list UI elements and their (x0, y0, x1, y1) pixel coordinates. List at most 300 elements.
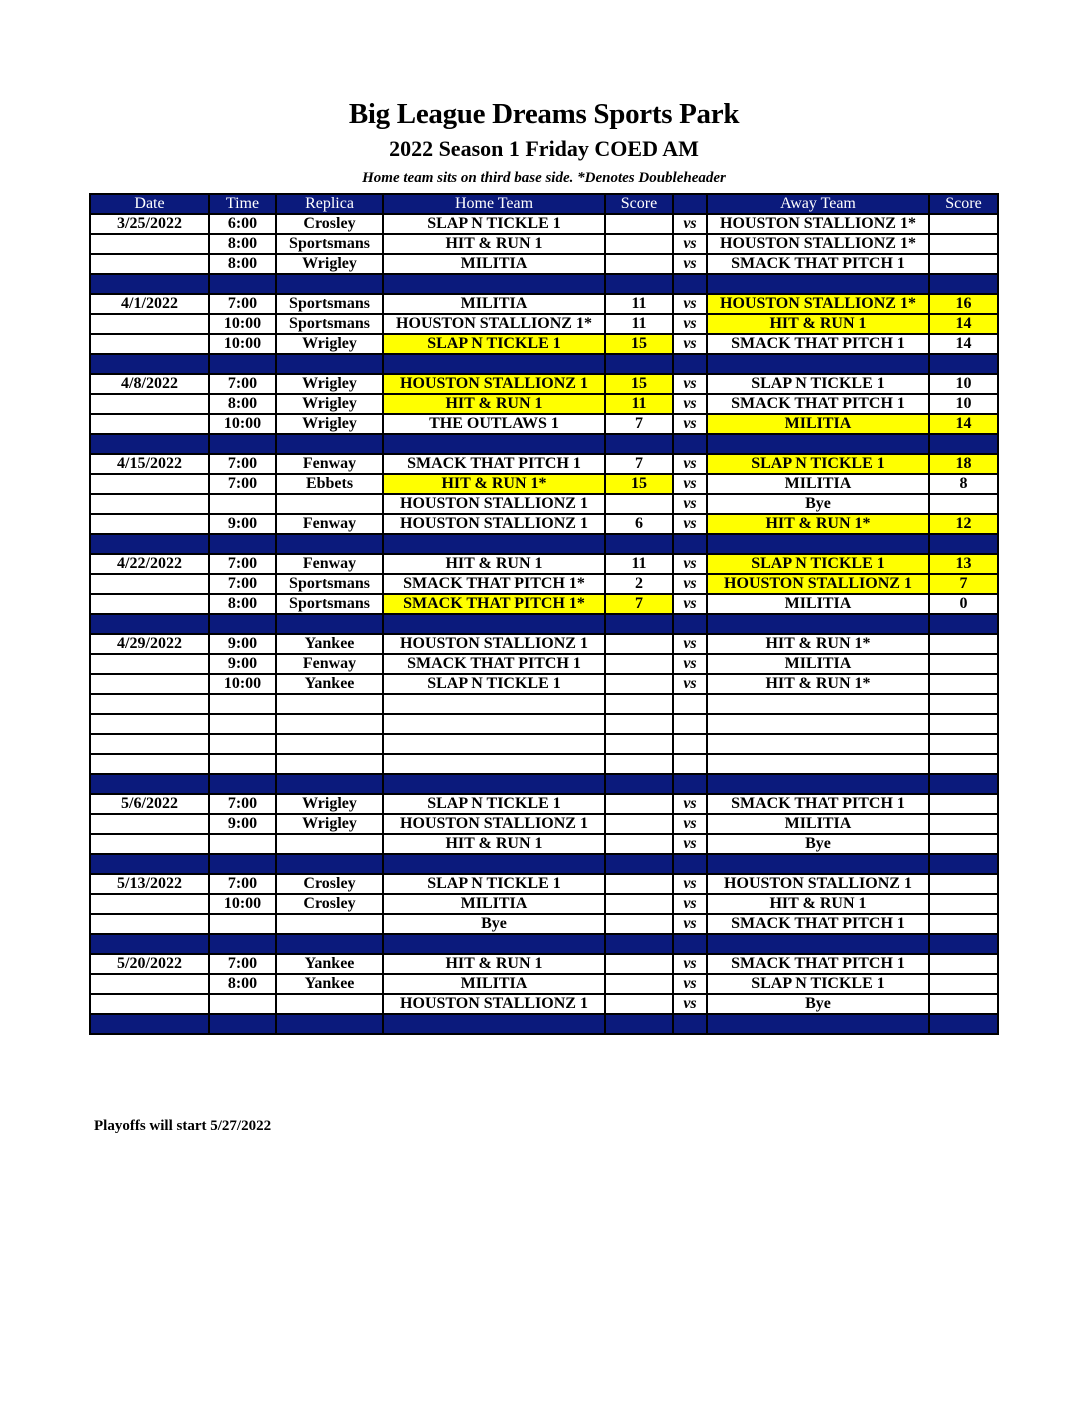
date-cell (90, 914, 209, 934)
vs-cell (673, 714, 707, 734)
vs-cell (673, 434, 707, 454)
table-row (90, 954, 998, 974)
home-team-cell (383, 534, 605, 554)
vs-cell: vs (673, 474, 707, 494)
time-cell (209, 734, 276, 754)
away-score-cell: 14 (929, 414, 998, 434)
replica-cell (276, 774, 383, 794)
home-team-cell: SLAP N TICKLE 1 (383, 874, 605, 894)
away-score-cell (929, 874, 998, 894)
away-score-cell (929, 794, 998, 814)
home-team-cell: HIT & RUN 1 (383, 554, 605, 574)
away-team-cell: MILITIA (707, 814, 929, 834)
date-cell (90, 714, 209, 734)
time-cell: 7:00 (209, 574, 276, 594)
away-team-cell: SMACK THAT PITCH 1 (707, 394, 929, 414)
time-cell (209, 754, 276, 774)
home-score-cell: 7 (605, 594, 673, 614)
away-score-cell (929, 434, 998, 454)
schedule-body (90, 214, 998, 1034)
time-cell: 7:00 (209, 874, 276, 894)
time-cell (209, 1014, 276, 1034)
date-cell (90, 334, 209, 354)
home-score-cell (605, 254, 673, 274)
replica-cell (276, 754, 383, 774)
vs-cell (673, 754, 707, 774)
away-score-cell (929, 354, 998, 374)
date-cell (90, 974, 209, 994)
away-score-cell: 7 (929, 574, 998, 594)
date-cell: 4/22/2022 (90, 554, 209, 574)
home-score-cell (605, 794, 673, 814)
replica-cell (276, 994, 383, 1014)
time-cell: 7:00 (209, 954, 276, 974)
home-team-cell: Bye (383, 914, 605, 934)
home-team-cell: HOUSTON STALLIONZ 1 (383, 814, 605, 834)
week-separator-row (90, 934, 998, 954)
home-score-cell (605, 734, 673, 754)
home-score-cell: 15 (605, 474, 673, 494)
date-cell: 5/6/2022 (90, 794, 209, 814)
table-row (90, 894, 998, 914)
home-team-cell (383, 934, 605, 954)
time-cell (209, 614, 276, 634)
home-team-cell (383, 854, 605, 874)
away-score-cell (929, 734, 998, 754)
replica-cell (276, 854, 383, 874)
date-cell (90, 494, 209, 514)
table-row (90, 914, 998, 934)
time-cell: 10:00 (209, 894, 276, 914)
away-score-cell: 12 (929, 514, 998, 534)
table-row (90, 594, 998, 614)
away-team-cell (707, 714, 929, 734)
vs-cell (673, 734, 707, 754)
vs-cell (673, 854, 707, 874)
replica-cell (276, 834, 383, 854)
table-row (90, 494, 998, 514)
table-row (90, 974, 998, 994)
date-cell (90, 534, 209, 554)
date-cell (90, 594, 209, 614)
home-score-cell: 11 (605, 294, 673, 314)
vs-cell (673, 934, 707, 954)
header-home-score: Score (605, 194, 673, 214)
home-score-cell: 6 (605, 514, 673, 534)
replica-cell (276, 434, 383, 454)
vs-cell: vs (673, 674, 707, 694)
away-team-cell (707, 854, 929, 874)
time-cell: 9:00 (209, 654, 276, 674)
home-score-cell (605, 214, 673, 234)
table-row (90, 454, 998, 474)
time-cell: 10:00 (209, 414, 276, 434)
table-row (90, 334, 998, 354)
away-score-cell (929, 814, 998, 834)
home-score-cell (605, 834, 673, 854)
replica-cell: Crosley (276, 874, 383, 894)
date-cell (90, 394, 209, 414)
date-cell (90, 934, 209, 954)
away-score-cell (929, 714, 998, 734)
away-score-cell (929, 994, 998, 1014)
vs-cell: vs (673, 894, 707, 914)
date-cell: 4/1/2022 (90, 294, 209, 314)
table-row (90, 214, 998, 234)
home-score-cell (605, 914, 673, 934)
away-team-cell: SLAP N TICKLE 1 (707, 554, 929, 574)
week-separator-row (90, 274, 998, 294)
time-cell: 7:00 (209, 794, 276, 814)
away-team-cell: SMACK THAT PITCH 1 (707, 914, 929, 934)
week-separator-row (90, 354, 998, 374)
page-title: Big League Dreams Sports Park (348, 98, 740, 130)
table-row (90, 394, 998, 414)
time-cell: 8:00 (209, 234, 276, 254)
home-team-cell (383, 694, 605, 714)
time-cell: 10:00 (209, 674, 276, 694)
table-row (90, 374, 998, 394)
away-team-cell: SMACK THAT PITCH 1 (707, 954, 929, 974)
time-cell: 10:00 (209, 334, 276, 354)
home-team-cell (383, 1014, 605, 1034)
home-team-cell: MILITIA (383, 254, 605, 274)
home-team-cell: SLAP N TICKLE 1 (383, 674, 605, 694)
table-row (90, 814, 998, 834)
away-score-cell: 14 (929, 314, 998, 334)
vs-cell: vs (673, 594, 707, 614)
home-team-cell: SMACK THAT PITCH 1 (383, 454, 605, 474)
away-score-cell (929, 774, 998, 794)
time-cell: 8:00 (209, 254, 276, 274)
home-score-cell: 7 (605, 454, 673, 474)
home-score-cell: 7 (605, 414, 673, 434)
away-team-cell: HIT & RUN 1* (707, 634, 929, 654)
date-cell: 5/13/2022 (90, 874, 209, 894)
home-team-cell: THE OUTLAWS 1 (383, 414, 605, 434)
away-score-cell: 14 (929, 334, 998, 354)
time-cell: 9:00 (209, 634, 276, 654)
home-team-cell: HOUSTON STALLIONZ 1 (383, 374, 605, 394)
away-team-cell: SMACK THAT PITCH 1 (707, 794, 929, 814)
table-row (90, 754, 998, 774)
replica-cell: Sportsmans (276, 234, 383, 254)
home-score-cell (605, 854, 673, 874)
date-cell (90, 654, 209, 674)
schedule-note: Home team sits on third base side. *Denotes Doubleheader (362, 170, 726, 186)
home-score-cell (605, 814, 673, 834)
home-score-cell (605, 534, 673, 554)
home-score-cell (605, 994, 673, 1014)
away-team-cell: HOUSTON STALLIONZ 1 (707, 574, 929, 594)
home-score-cell (605, 494, 673, 514)
home-team-cell: HIT & RUN 1 (383, 234, 605, 254)
home-score-cell (605, 714, 673, 734)
away-team-cell: Bye (707, 494, 929, 514)
date-cell (90, 734, 209, 754)
time-cell (209, 934, 276, 954)
home-team-cell: HIT & RUN 1 (383, 834, 605, 854)
date-cell (90, 894, 209, 914)
home-score-cell (605, 694, 673, 714)
away-score-cell (929, 694, 998, 714)
replica-cell (276, 734, 383, 754)
home-team-cell: SLAP N TICKLE 1 (383, 334, 605, 354)
time-cell (209, 494, 276, 514)
date-cell (90, 234, 209, 254)
vs-cell (673, 354, 707, 374)
playoffs-note: Playoffs will start 5/27/2022 (94, 1118, 272, 1134)
table-row (90, 514, 998, 534)
away-team-cell: HIT & RUN 1 (707, 894, 929, 914)
week-separator-row (90, 854, 998, 874)
date-cell (90, 474, 209, 494)
away-score-cell (929, 494, 998, 514)
home-score-cell (605, 634, 673, 654)
home-score-cell: 15 (605, 374, 673, 394)
replica-cell: Wrigley (276, 414, 383, 434)
date-cell (90, 414, 209, 434)
away-team-cell (707, 534, 929, 554)
vs-cell: vs (673, 574, 707, 594)
time-cell (209, 854, 276, 874)
time-cell (209, 694, 276, 714)
time-cell: 8:00 (209, 394, 276, 414)
away-score-cell (929, 754, 998, 774)
time-cell: 9:00 (209, 814, 276, 834)
replica-cell: Crosley (276, 214, 383, 234)
date-cell (90, 434, 209, 454)
date-cell (90, 814, 209, 834)
away-score-cell: 10 (929, 394, 998, 414)
table-row (90, 554, 998, 574)
home-team-cell (383, 714, 605, 734)
away-team-cell: SLAP N TICKLE 1 (707, 454, 929, 474)
away-score-cell (929, 954, 998, 974)
away-score-cell (929, 934, 998, 954)
away-team-cell (707, 274, 929, 294)
table-row (90, 234, 998, 254)
home-score-cell (605, 274, 673, 294)
vs-cell: vs (673, 374, 707, 394)
date-cell (90, 994, 209, 1014)
away-score-cell (929, 274, 998, 294)
home-team-cell (383, 754, 605, 774)
away-score-cell (929, 834, 998, 854)
vs-cell: vs (673, 794, 707, 814)
home-team-cell: HIT & RUN 1 (383, 954, 605, 974)
date-cell: 3/25/2022 (90, 214, 209, 234)
replica-cell: Crosley (276, 894, 383, 914)
vs-cell: vs (673, 654, 707, 674)
time-cell: 8:00 (209, 594, 276, 614)
home-team-cell: HOUSTON STALLIONZ 1 (383, 634, 605, 654)
table-row (90, 254, 998, 274)
replica-cell: Fenway (276, 554, 383, 574)
away-team-cell: MILITIA (707, 654, 929, 674)
time-cell (209, 434, 276, 454)
away-team-cell: HIT & RUN 1* (707, 674, 929, 694)
schedule-table (89, 193, 999, 1035)
time-cell (209, 534, 276, 554)
vs-cell: vs (673, 554, 707, 574)
home-score-cell (605, 934, 673, 954)
date-cell (90, 314, 209, 334)
away-team-cell: HOUSTON STALLIONZ 1* (707, 294, 929, 314)
week-separator-row (90, 774, 998, 794)
vs-cell: vs (673, 994, 707, 1014)
replica-cell (276, 694, 383, 714)
vs-cell: vs (673, 254, 707, 274)
table-row (90, 674, 998, 694)
table-row (90, 414, 998, 434)
vs-cell (673, 614, 707, 634)
replica-cell: Yankee (276, 954, 383, 974)
replica-cell: Sportsmans (276, 314, 383, 334)
home-team-cell: MILITIA (383, 974, 605, 994)
away-score-cell (929, 674, 998, 694)
table-row (90, 794, 998, 814)
time-cell: 8:00 (209, 974, 276, 994)
time-cell (209, 714, 276, 734)
replica-cell: Wrigley (276, 374, 383, 394)
time-cell: 7:00 (209, 294, 276, 314)
date-cell (90, 854, 209, 874)
header-time: Time (209, 194, 276, 214)
vs-cell: vs (673, 974, 707, 994)
table-row (90, 694, 998, 714)
vs-cell: vs (673, 454, 707, 474)
home-score-cell: 15 (605, 334, 673, 354)
away-team-cell: MILITIA (707, 594, 929, 614)
vs-cell: vs (673, 834, 707, 854)
time-cell: 7:00 (209, 554, 276, 574)
home-team-cell: SMACK THAT PITCH 1* (383, 574, 605, 594)
away-team-cell: MILITIA (707, 414, 929, 434)
vs-cell (673, 1014, 707, 1034)
date-cell: 4/8/2022 (90, 374, 209, 394)
away-team-cell (707, 774, 929, 794)
time-cell (209, 994, 276, 1014)
home-team-cell: HOUSTON STALLIONZ 1 (383, 514, 605, 534)
time-cell (209, 274, 276, 294)
away-score-cell: 13 (929, 554, 998, 574)
home-team-cell: HOUSTON STALLIONZ 1* (383, 314, 605, 334)
time-cell: 6:00 (209, 214, 276, 234)
away-team-cell: HOUSTON STALLIONZ 1 (707, 874, 929, 894)
away-team-cell: MILITIA (707, 474, 929, 494)
replica-cell: Wrigley (276, 394, 383, 414)
away-team-cell (707, 1014, 929, 1034)
away-team-cell: SMACK THAT PITCH 1 (707, 334, 929, 354)
replica-cell: Wrigley (276, 334, 383, 354)
date-cell (90, 774, 209, 794)
date-cell (90, 614, 209, 634)
away-team-cell (707, 734, 929, 754)
replica-cell: Sportsmans (276, 574, 383, 594)
vs-cell: vs (673, 494, 707, 514)
time-cell (209, 834, 276, 854)
vs-cell: vs (673, 814, 707, 834)
time-cell: 7:00 (209, 454, 276, 474)
home-score-cell (605, 774, 673, 794)
away-team-cell: HIT & RUN 1 (707, 314, 929, 334)
away-score-cell: 18 (929, 454, 998, 474)
replica-cell (276, 534, 383, 554)
replica-cell: Yankee (276, 974, 383, 994)
replica-cell: Yankee (276, 634, 383, 654)
vs-cell: vs (673, 874, 707, 894)
home-score-cell (605, 1014, 673, 1034)
table-row (90, 574, 998, 594)
time-cell (209, 914, 276, 934)
table-row (90, 474, 998, 494)
home-team-cell: SMACK THAT PITCH 1 (383, 654, 605, 674)
away-score-cell (929, 1014, 998, 1034)
away-score-cell (929, 634, 998, 654)
away-score-cell (929, 854, 998, 874)
home-score-cell (605, 974, 673, 994)
date-cell: 5/20/2022 (90, 954, 209, 974)
header-away-score: Score (929, 194, 998, 214)
home-team-cell (383, 614, 605, 634)
home-team-cell: HIT & RUN 1 (383, 394, 605, 414)
home-team-cell: SMACK THAT PITCH 1* (383, 594, 605, 614)
away-team-cell (707, 614, 929, 634)
away-team-cell: Bye (707, 834, 929, 854)
home-team-cell (383, 734, 605, 754)
away-score-cell: 8 (929, 474, 998, 494)
date-cell (90, 254, 209, 274)
away-score-cell (929, 214, 998, 234)
away-team-cell: HIT & RUN 1* (707, 514, 929, 534)
table-row (90, 294, 998, 314)
replica-cell: Wrigley (276, 794, 383, 814)
away-team-cell: Bye (707, 994, 929, 1014)
time-cell: 7:00 (209, 374, 276, 394)
away-score-cell (929, 234, 998, 254)
time-cell: 9:00 (209, 514, 276, 534)
table-row (90, 834, 998, 854)
date-cell: 4/29/2022 (90, 634, 209, 654)
table-row (90, 314, 998, 334)
time-cell (209, 774, 276, 794)
replica-cell: Wrigley (276, 814, 383, 834)
header-vs (673, 194, 707, 214)
away-score-cell (929, 894, 998, 914)
date-cell (90, 1014, 209, 1034)
home-team-cell: HOUSTON STALLIONZ 1 (383, 994, 605, 1014)
away-score-cell (929, 614, 998, 634)
date-cell (90, 834, 209, 854)
away-team-cell: SLAP N TICKLE 1 (707, 374, 929, 394)
vs-cell (673, 274, 707, 294)
away-team-cell: SMACK THAT PITCH 1 (707, 254, 929, 274)
away-team-cell (707, 694, 929, 714)
vs-cell (673, 774, 707, 794)
away-team-cell (707, 754, 929, 774)
date-cell (90, 574, 209, 594)
away-score-cell (929, 974, 998, 994)
home-score-cell: 11 (605, 394, 673, 414)
away-score-cell: 0 (929, 594, 998, 614)
home-team-cell (383, 354, 605, 374)
home-score-cell: 11 (605, 314, 673, 334)
home-score-cell (605, 894, 673, 914)
away-score-cell (929, 914, 998, 934)
week-separator-row (90, 614, 998, 634)
table-row (90, 714, 998, 734)
